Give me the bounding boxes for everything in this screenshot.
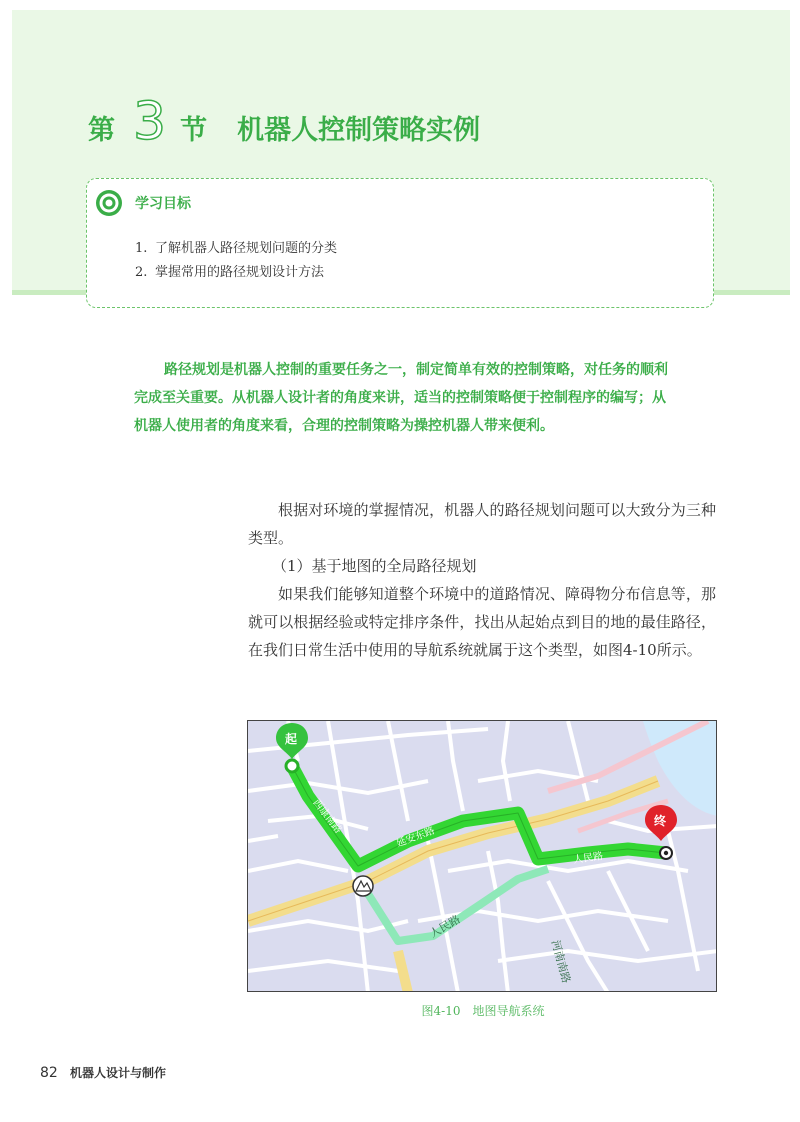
navigation-map bbox=[247, 720, 717, 992]
learning-goals-box bbox=[86, 178, 714, 308]
road-label: 人民路 bbox=[572, 850, 604, 867]
body-paragraph: 根据对环境的掌握情况，机器人的路径规划问题可以大致分为三种类型。 bbox=[248, 501, 716, 547]
section-prefix: 第 bbox=[88, 115, 115, 146]
start-point bbox=[286, 760, 298, 772]
road-label: 西康南路 bbox=[310, 797, 344, 836]
goal-item: 1. 了解机器人路径规划问题的分类 bbox=[135, 241, 338, 256]
road-label: 河南南路 bbox=[548, 938, 573, 985]
road-label: 延安东路 bbox=[394, 825, 437, 850]
body-paragraph: 如果我们能够知道整个环境中的道路情况、障碍物分布信息等，那就可以根据经验或特定排序条件，找出从起始点到目的地的最佳路径，在我们日常生活中使用的导航系统就属于这个类型，如图4-10所示。 bbox=[248, 585, 716, 659]
target-icon bbox=[95, 189, 123, 217]
end-label: 终 bbox=[654, 814, 667, 828]
section-name: 机器人控制策略实例 bbox=[237, 115, 481, 146]
section-number: 3 bbox=[133, 92, 167, 152]
figure-caption: 图4-10 地图导航系统 bbox=[421, 1004, 545, 1018]
start-label: 起 bbox=[285, 732, 298, 746]
book-title: 机器人设计与制作 bbox=[69, 1066, 166, 1080]
intro-paragraph: 路径规划是机器人控制的重要任务之一，制定简单有效的控制策略，对任务的顺利完成至关重要。从机器人设计者的角度来讲，适当的控制策略便于控制程序的编写；从机器人使用者的角度来看，合理的控制策略为操控机器人带来便利。 bbox=[134, 362, 668, 434]
learning-goals-title: 学习目标 bbox=[135, 196, 191, 212]
body-text bbox=[248, 496, 716, 664]
section-suffix: 节 bbox=[180, 115, 208, 146]
page-footer bbox=[40, 1064, 166, 1081]
end-point-dot bbox=[664, 851, 668, 855]
major-road-2 bbox=[398, 951, 408, 992]
alternative-route bbox=[363, 869, 548, 941]
subheading: （1）基于地图的全局路径规划 bbox=[272, 557, 477, 575]
road-label: 人民路 bbox=[427, 912, 463, 941]
goal-item: 2. 掌握常用的路径规划设计方法 bbox=[135, 265, 325, 280]
section-title bbox=[88, 92, 480, 152]
page-number: 82 bbox=[40, 1065, 58, 1081]
learning-goals-list bbox=[135, 237, 337, 285]
